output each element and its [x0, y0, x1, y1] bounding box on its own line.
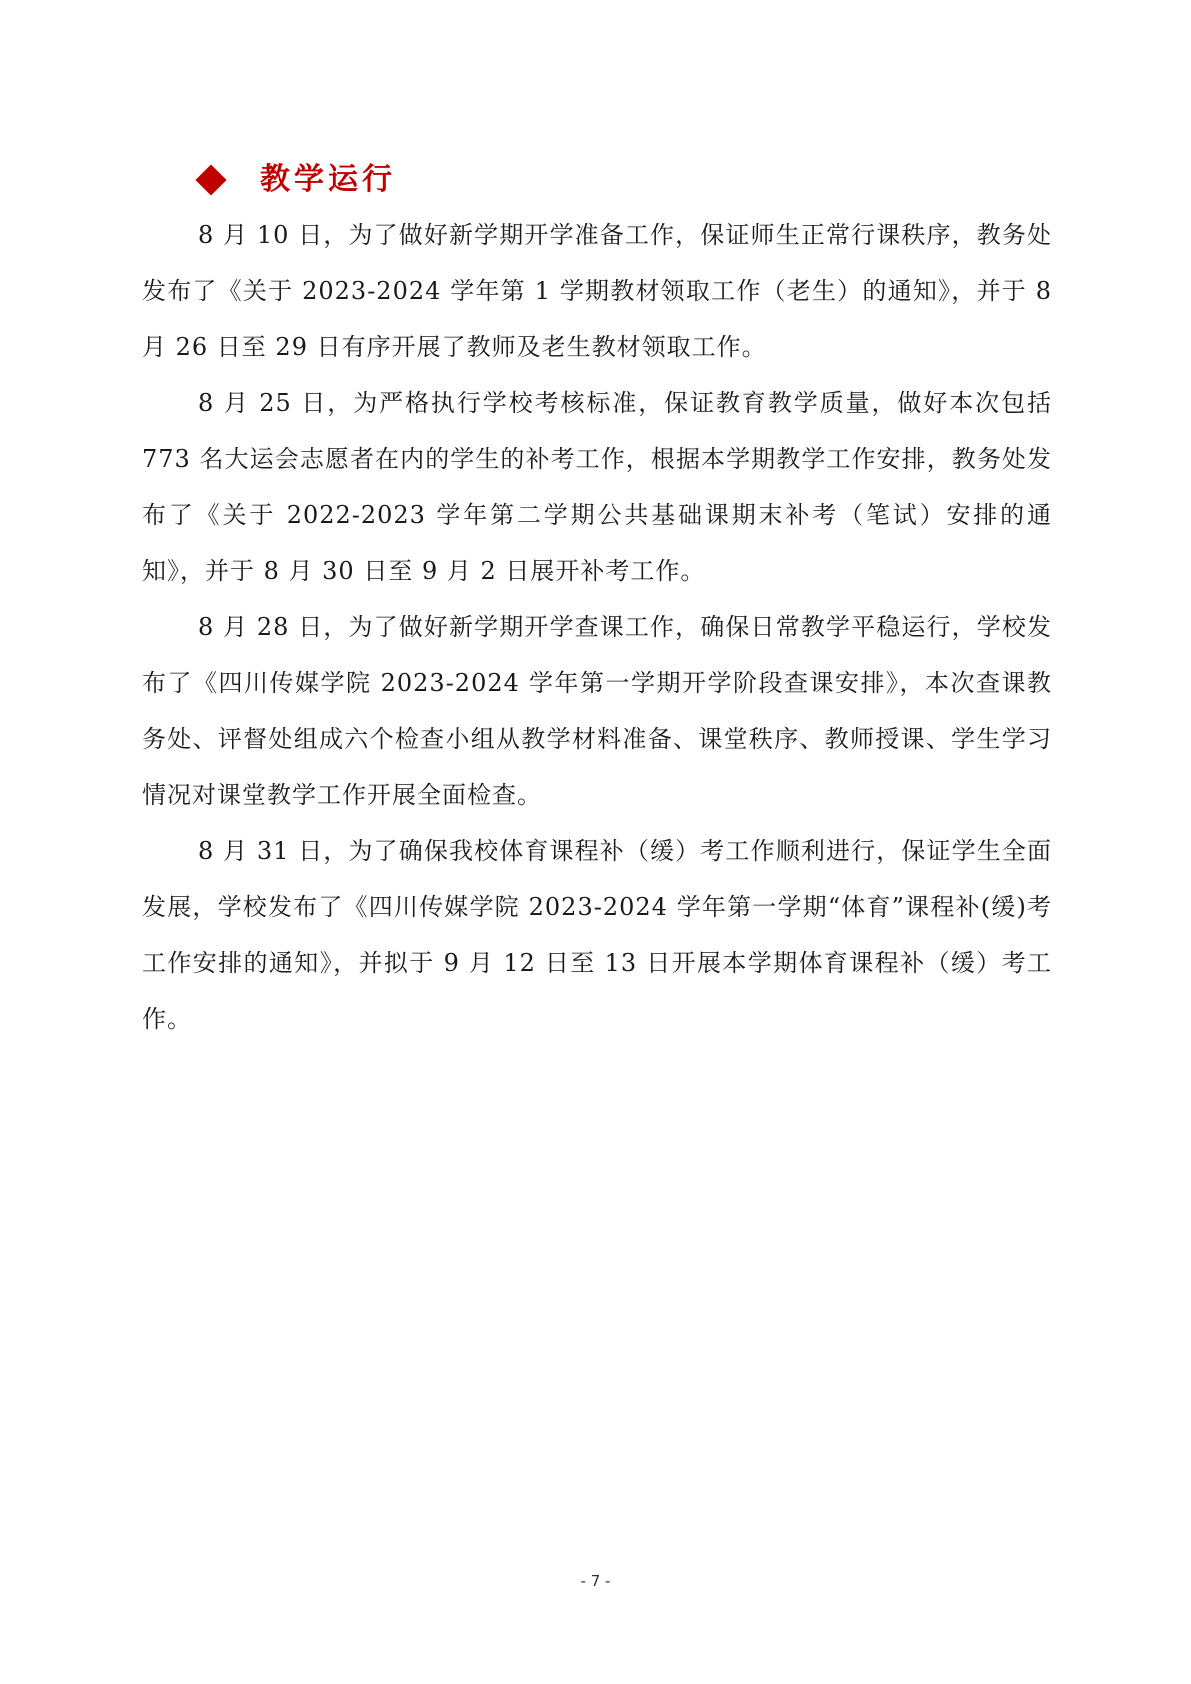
- paragraph-pe-makeup-exam: 8 月 31 日，为了确保我校体育课程补（缓）考工作顺利进行，保证学生全面发展，学校发布了《四川传媒学院 2023-2024 学年第一学期“体育”课程补(缓)考工作安排的通知》，并拟于 9 月 12 日至 13 日开展本学期体育课程补（缓）考工作。: [142, 837, 1052, 1033]
- section-title: 教学运行: [260, 162, 396, 197]
- paragraph-class-inspection: 8 月 28 日，为了做好新学期开学查课工作，确保日常教学平稳运行，学校发布了《四川传媒学院 2023-2024 学年第一学期开学阶段查课安排》，本次查课教务处、评督处组成六个检查小组从教学材料准备、课堂秩序、教师授课、学生学习情况对课堂教学工作开展全面检查。: [142, 613, 1052, 809]
- body-text: [142, 207, 1052, 1047]
- section-heading: [196, 160, 396, 200]
- page-number: - 7 -: [580, 1572, 611, 1590]
- diamond-icon: [195, 164, 226, 195]
- paragraph-makeup-exam: 8 月 25 日，为严格执行学校考核标准，保证教育教学质量，做好本次包括 773 名大运会志愿者在内的学生的补考工作，根据本学期教学工作安排，教务处发布了《关于 2022-2023 学年第二学期公共基础课期末补考（笔试）安排的通知》，并于 8 月 30 日至 9 月 2 日展开补考工作。: [142, 389, 1052, 585]
- paragraph-textbook-distribution: 8 月 10 日，为了做好新学期开学准备工作，保证师生正常行课秩序，教务处发布了《关于 2023-2024 学年第 1 学期教材领取工作（老生）的通知》，并于 8 月 26 日至 29 日有序开展了教师及老生教材领取工作。: [142, 221, 1052, 361]
